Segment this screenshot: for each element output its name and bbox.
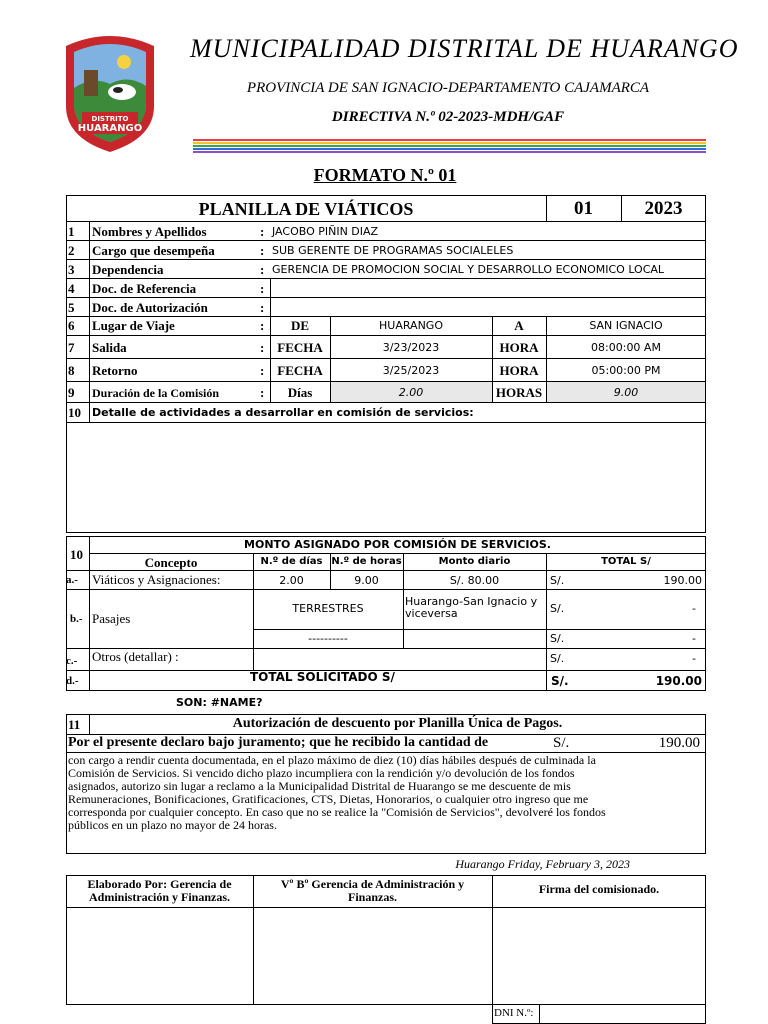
row-3-label: Dependencia [92,262,164,277]
row-9-label: Duración de la Comisión [92,386,220,400]
row-2-num: 2 [68,243,75,258]
row-4-label: Doc. de Referencia [92,281,197,296]
row-3-num: 3 [68,262,75,277]
monto-b-letter: b.- [70,613,83,625]
row-8-num: 8 [68,363,75,378]
row-1-num: 1 [68,224,75,239]
row-2-sep: : [260,243,265,258]
row-7-num: 7 [68,340,75,355]
monto-a-letter: a.- [66,574,78,586]
monto-c-total: - [692,652,696,665]
directive-line: DIRECTIVA N.º 02-2023-MDH/GAF [331,109,565,125]
row-2-label: Cargo que desempeña [92,243,215,258]
monto-a-label: Viáticos y Asignaciones: [92,572,221,587]
autorizacion-body-line-6: públicos en un plazo no mayor de 24 horas. [68,818,277,832]
autorizacion-amount: 190.00 [658,735,700,751]
row-7-fecha: FECHA [277,340,323,355]
row-9-hours: 9.00 [613,386,639,399]
monto-c-letter: c.- [66,655,78,667]
row-10-num: 10 [68,405,81,420]
row-6-sep: : [260,318,265,333]
monto-header-concepto: Concepto [144,555,198,570]
row-8-time: 05:00:00 PM [591,364,661,377]
monto-title: MONTO ASIGNADO POR COMISIÓN DE SERVICIOS. [244,538,551,551]
planilla-number: 01 [574,198,593,219]
header-stripe-green [193,145,706,147]
sign-vb-line-1: Vº Bº Gerencia de Administración y [280,877,465,891]
row-8-sep: : [260,363,265,378]
row-4-num: 4 [68,281,75,296]
monto-d-cur: S/. [551,674,569,688]
header-stripe-yellow [193,142,706,144]
autorizacion-body-line-1: con cargo a rendir cuenta documentada, en el plazo máximo de diez (10) días hábiles después de culminada la [68,753,596,767]
autorizacion-declaro: Por el presente declaro bajo juramento; que he recibido la cantidad de [68,735,489,750]
row-6-from: HUARANGO [379,319,443,332]
autorizacion-body-line-5: corresponda por cualquier concepto. En caso que no se realice la "Comisión de Servicios", devolveré los fondos [68,805,606,819]
monto-d-label: TOTAL SOLICITADO S/ [250,670,395,684]
header-stripe-red [193,139,706,141]
monto-d-total: 190.00 [655,674,702,688]
logo-text-top: DISTRITO [91,115,129,123]
sign-vb-line-2: Finanzas. [347,890,397,904]
monto-b-terrestres: TERRESTRES [292,602,364,615]
row-1-value: JACOBO PIÑIN DIAZ [272,225,379,238]
province-line: PROVINCIA DE SAN IGNACIO-DEPARTAMENTO CAJAMARCA [246,80,650,96]
row-7-hora: HORA [499,340,539,355]
municipality-name: MUNICIPALIDAD DISTRITAL DE HUARANGO [190,34,739,63]
row-8-hora: HORA [499,363,539,378]
monto-b-dash: ---------- [308,632,348,645]
row-5-num: 5 [68,300,75,315]
monto-a-dias: 2.00 [279,574,304,587]
row-10-label: Detalle de actividades a desarrollar en comisión de servicios: [92,406,474,419]
sign-elaborado-line-1: Elaborado Por: Gerencia de [87,877,232,891]
monto-d-letter: d.- [66,675,79,687]
planilla-title: PLANILLA DE VIÁTICOS [198,199,414,219]
row-2-value: SUB GERENTE DE PROGRAMAS SOCIALELES [272,244,514,257]
row-9-horas: HORAS [495,385,543,400]
monto-header-diario: Monto diario [438,556,511,567]
row-1-label: Nombres y Apellidos [92,224,207,239]
monto-a-cur: S/. [550,574,565,587]
monto-a-horas: 9.00 [354,574,379,587]
autorizacion-body-line-4: Remuneraciones, Bonificaciones, Gratificaciones, CTS, Dietas, Honorarios, o cualquier otro ingreso que me [68,792,589,806]
monto-b-cur2: S/. [550,632,565,645]
row-5-sep: : [260,300,265,315]
monto-a-diario: S/. 80.00 [449,574,500,587]
monto-b-cur1: S/. [550,602,565,615]
row-5-label: Doc. de Autorización [92,300,208,315]
row-6-num: 6 [68,318,75,333]
sign-comisionado: Firma del comisionado. [538,882,660,896]
autorizacion-body-line-3: asignados, autorizo sin lugar a reclamo a la Municipalidad Distrital de Huarango se me descuente de mis [68,779,571,793]
monto-b-total1: - [692,602,696,615]
row-9-days: 2.00 [398,386,424,399]
monto-header-dias: N.º de días [260,556,323,567]
son-amount-words: SON: #NAME? [176,696,263,709]
monto-b-label: Pasajes [92,611,131,626]
municipal-logo [62,26,158,154]
row-6-label: Lugar de Viaje [92,318,175,333]
autorizacion-title: Autorización de descuento por Planilla Única de Pagos. [232,716,563,731]
row-8-date: 3/25/2023 [382,364,440,377]
row-6-de: DE [290,318,310,333]
logo-text-bottom: HUARANGO [77,123,143,134]
place-date: Huarango Friday, February 3, 2023 [455,857,630,871]
sign-elaborado-line-2: Administración y Finanzas. [88,890,230,904]
dni-label: DNI N.º: [494,1007,534,1019]
row-6-a: A [514,318,524,333]
row-8-fecha: FECHA [277,363,323,378]
monto-header-total: TOTAL S/ [601,556,651,567]
header-stripe-blue [193,148,706,150]
row-9-sep: : [260,385,265,400]
monto-b-total2: - [692,632,696,645]
row-9-dias: Días [287,385,313,400]
row-3-sep: : [260,262,265,277]
row-8-label: Retorno [92,363,138,378]
row-7-label: Salida [92,340,127,355]
row-7-date: 3/23/2023 [382,341,440,354]
header-stripe-purple [193,151,706,153]
row-7-sep: : [260,340,265,355]
row-9-num: 9 [68,385,75,400]
autorizacion-body-line-2: Comisión de Servicios. Si vencido dicho plazo incumpliera con la rendición y/o devolución de los fondos [68,766,575,780]
row-1-sep: : [260,224,265,239]
row-6-to: SAN IGNACIO [589,319,663,332]
row-4-sep: : [260,281,265,296]
autorizacion-num: 11 [68,717,81,732]
monto-num: 10 [70,547,83,562]
row-3-value: GERENCIA DE PROMOCION SOCIAL Y DESARROLLO ECONOMICO LOCAL [272,263,665,276]
monto-a-total: 190.00 [663,574,702,587]
monto-header-horas: N.º de horas [331,556,402,567]
row-7-time: 08:00:00 AM [591,341,661,354]
planilla-year: 2023 [644,198,683,219]
autorizacion-cur: S/. [553,735,570,751]
form-title: FORMATO N.º 01 [313,165,457,185]
monto-c-label: Otros (detallar) : [92,649,179,664]
monto-c-cur: S/. [550,652,565,665]
monto-b-ruta: Huarango-San Ignacio y viceversa [405,595,538,620]
